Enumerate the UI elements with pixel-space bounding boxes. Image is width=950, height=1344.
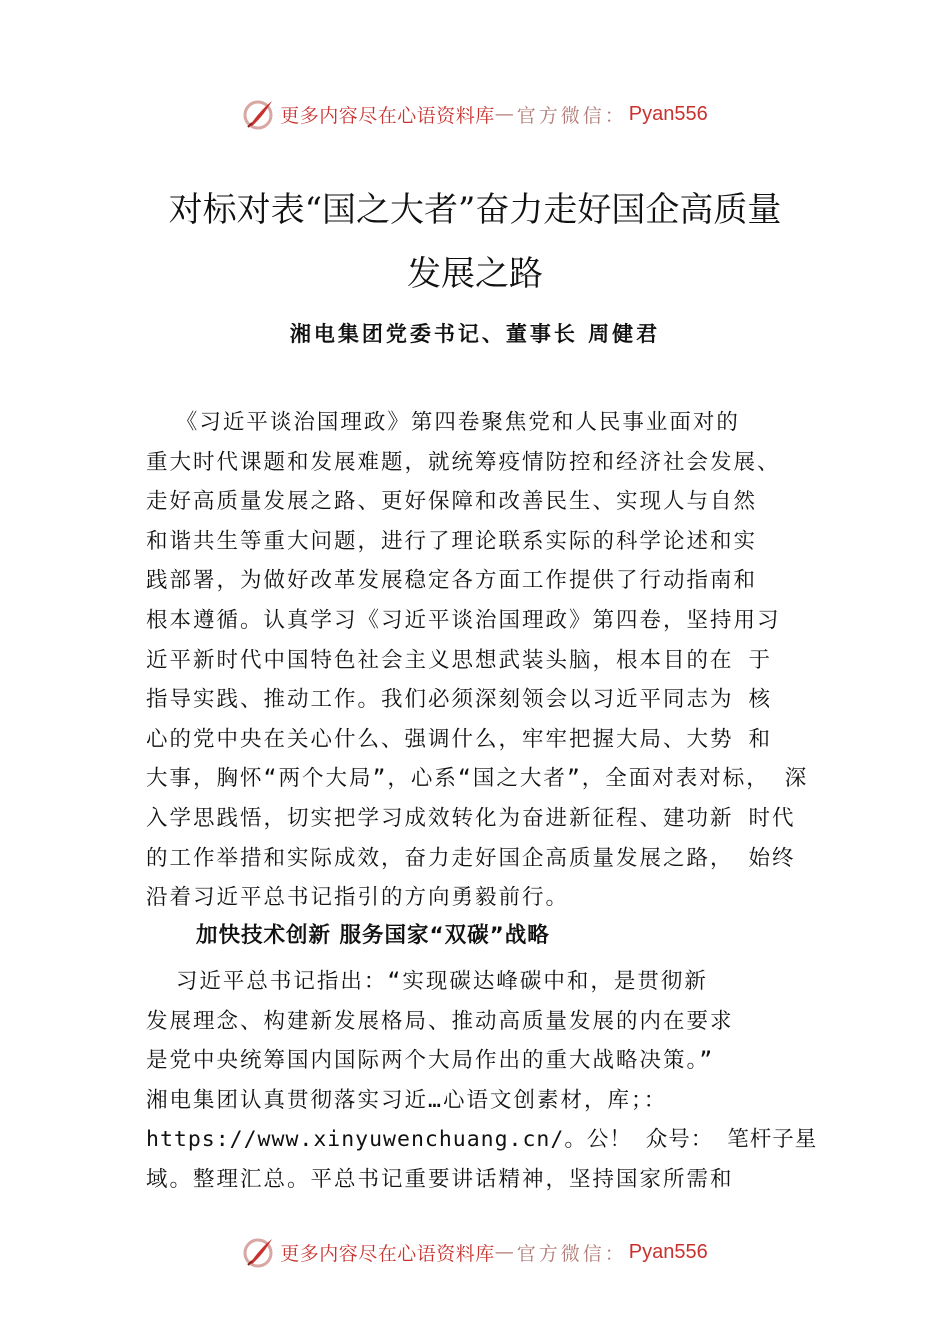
document-title-line-2: 发展之路 (407, 254, 543, 294)
text-line: 近平新时代中国特色社会主义思想武装头脑，根本目的在 于 (146, 647, 772, 673)
footer-banner (0, 1232, 950, 1272)
text-line: 走好高质量发展之路、更好保障和改善民生、实现人与自然 (146, 489, 758, 515)
header-banner (0, 94, 950, 134)
banner-wechat-id: Pyan556 (628, 1240, 708, 1263)
author-byline: 湘电集团党委书记、董事长 周健君 (289, 321, 661, 346)
banner-dash: — (494, 103, 517, 125)
quill-pen-logo-icon (242, 97, 276, 131)
text-line: 《习近平谈治国理政》第四卷聚焦党和人民事业面对的 (146, 410, 740, 435)
text-line-url: https://www.xinyuwenchuang.cn/。公！ 众号： 笔杆子星 (146, 1127, 818, 1153)
section-heading: 加快技术创新 服务国家“双碳”战略 (196, 923, 550, 948)
text-line: 指导实践、推动工作。我们必须深刻领会以习近平同志为 核 (146, 687, 772, 713)
text-line: 践部署，为做好改革发展稳定各方面工作提供了行动指南和 (146, 568, 758, 594)
banner-wechat-label: 官方微信： (516, 104, 627, 127)
document-title-line-1: 对标对表“国之大者”奋力走好国企高质量 (168, 190, 782, 230)
text-line: 重大时代课题和发展难题，就统筹疫情防控和经济社会发展、 (146, 449, 781, 475)
text-line: 大事，胸怀“两个大局”，心系“国之大者”，全面对表对标， 深 (146, 766, 809, 792)
banner-library-text: 更多内容尽在心语资料库 (280, 1242, 495, 1265)
text-line: 发展理念、构建新发展格局、推动高质量发展的内在要求 (146, 1008, 734, 1034)
paragraph-1 (146, 403, 836, 918)
text-line: 入学思践悟，切实把学习成效转化为奋进新征程、建功新 时代 (146, 805, 796, 831)
banner-wechat-id: Pyan556 (628, 102, 708, 125)
paragraph-2 (146, 962, 836, 1200)
banner-wechat-label: 官方微信： (516, 1242, 627, 1265)
text-line: 湘电集团认真贯彻落实习近…心语文创素材，库；： (146, 1087, 668, 1113)
text-line: 的工作举措和实际成效，奋力走好国企高质量发展之路， 始终 (146, 845, 796, 871)
text-line: 沿着习近平总书记指引的方向勇毅前行。 (146, 885, 570, 911)
banner-dash: — (494, 1241, 517, 1263)
text-line: 域。整理汇总。平总书记重要讲话精神，坚持国家所需和 (146, 1166, 734, 1192)
text-line: 是党中央统筹国内国际两个大局作出的重大战略决策。” (146, 1048, 715, 1074)
quill-pen-logo-icon (242, 1235, 276, 1269)
banner-library-text: 更多内容尽在心语资料库 (280, 104, 495, 127)
text-line: 和谐共生等重大问题，进行了理论联系实际的科学论述和实 (146, 528, 758, 554)
text-line: 心的党中央在关心什么、强调什么，牢牢把握大局、大势 和 (146, 726, 772, 752)
text-line: 习近平总书记指出：“实现碳达峰碳中和，是贯彻新 (146, 969, 708, 994)
text-line: 根本遵循。认真学习《习近平谈治国理政》第四卷，坚持用习 (146, 607, 781, 633)
